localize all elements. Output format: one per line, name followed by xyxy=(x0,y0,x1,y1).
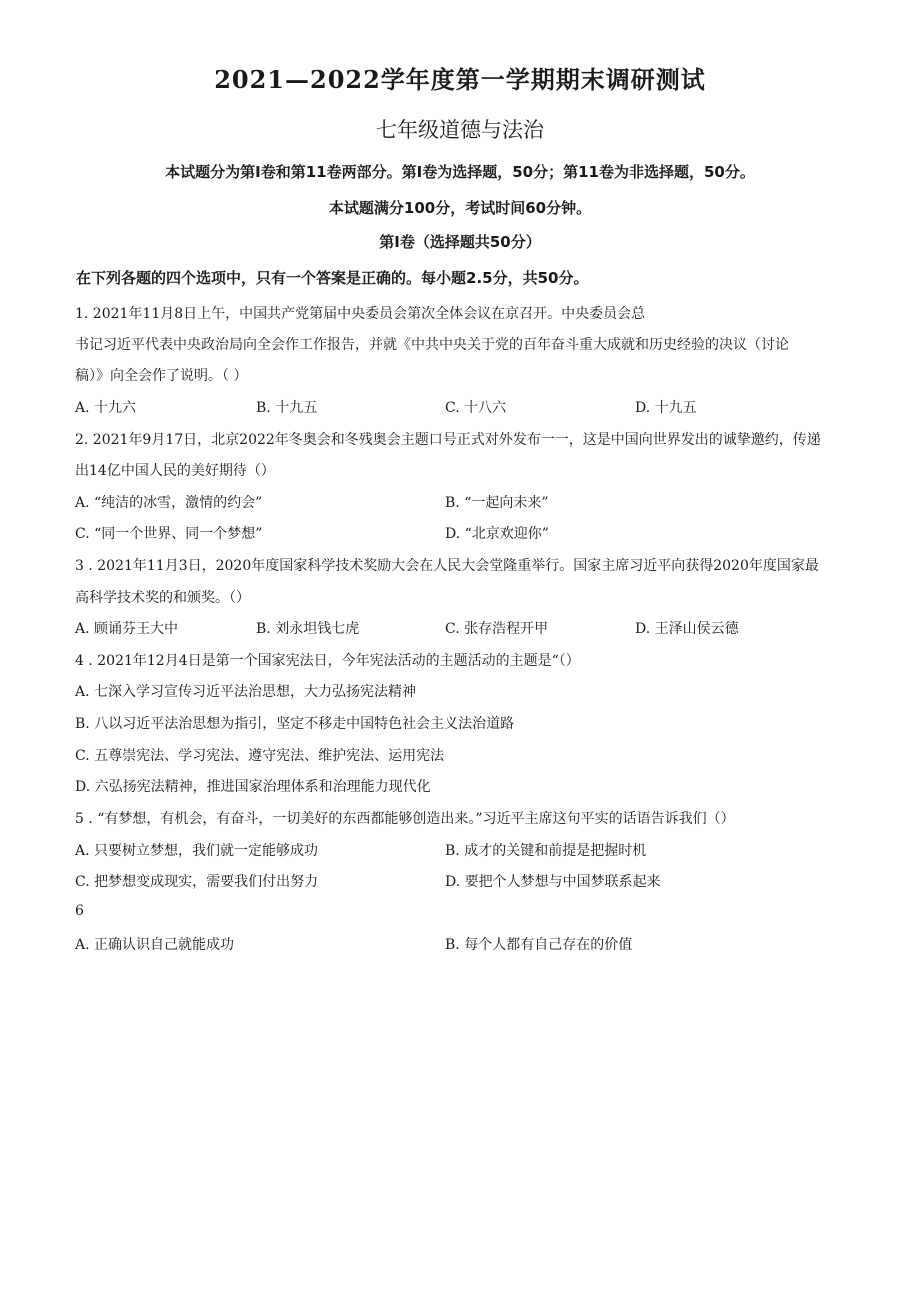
question-1-line-1: 1. 2021年11月8日上午，中国共产党第届中央委员会第次全体会议在京召开。中央委员会总 xyxy=(75,306,646,322)
question-5-option-b: B. 成才的关键和前提是把握时机 xyxy=(445,843,647,859)
question-1-option-b: B. 十九五 xyxy=(256,400,318,416)
question-5-line-1: 5 . “有梦想，有机会，有奋斗，一切美好的东西都能够创造出来。”习近平主席这句平实的话语告诉我们（） xyxy=(75,811,735,827)
question-4-option-d: D. 六弘扬宪法精神，推进国家治理体系和治理能力现代化 xyxy=(75,779,431,795)
question-2-option-c: C. “同一个世界、同一个梦想” xyxy=(75,526,263,542)
question-5-option-a: A. 只要树立梦想，我们就一定能够成功 xyxy=(75,843,319,859)
question-2-option-a: A. “纯洁的冰雪，激情的约会” xyxy=(75,495,263,511)
question-4-option-a: A. 七深入学习宣传习近平法治思想，大力弘扬宪法精神 xyxy=(75,684,417,700)
question-2-option-b: B. “一起向未来” xyxy=(445,495,549,511)
section-heading: 第Ⅰ卷（选择题共50分） xyxy=(379,233,541,251)
question-6-option-b: B. 每个人都有自己存在的价值 xyxy=(445,937,633,953)
exam-subtitle: 七年级道德与法治 xyxy=(376,118,544,142)
question-3-line-2: 高科学技术奖的和颁奖。（） xyxy=(75,590,250,606)
intro-score-time: 本试题满分100分，考试时间60分钟。 xyxy=(328,199,592,217)
question-1-option-c: C. 十八六 xyxy=(445,400,507,416)
question-5-option-d: D. 要把个人梦想与中国梦联系起来 xyxy=(445,874,661,890)
question-4-option-b: B. 八以习近平法治思想为指引，坚定不移走中国特色社会主义法治道路 xyxy=(75,716,515,732)
question-3-option-d: D. 王泽山侯云德 xyxy=(635,621,739,637)
question-2-line-2: 出14亿中国人民的美好期待（） xyxy=(75,463,275,479)
question-1-line-3: 稿）》向全会作了说明。（ ） xyxy=(75,368,248,384)
question-3-option-c: C. 张存浩程开甲 xyxy=(445,621,549,637)
question-1-option-d: D. 十九五 xyxy=(635,400,697,416)
question-2-line-1: 2. 2021年9月17日，北京2022年冬奥会和冬残奥会主题口号正式对外发布一一，这是中国向世界发出的诚挚邀约，传递 xyxy=(75,432,821,448)
question-4-line-1: 4 . 2021年12月4日是第一个国家宪法日，今年宪法活动的主题活动的主题是“（） xyxy=(75,653,580,669)
question-2-option-d: D. “北京欢迎你” xyxy=(445,526,549,542)
question-4-option-c: C. 五尊崇宪法、学习宪法、遵守宪法、维护宪法、运用宪法 xyxy=(75,748,445,764)
question-3-line-1: 3 . 2021年11月3日，2020年度国家科学技术奖励大会在人民大会堂隆重举行。国家主席习近平向获得2020年度国家最 xyxy=(75,558,819,574)
question-1-option-a: A. 十九六 xyxy=(75,400,137,416)
question-3-option-a: A. 顾诵芬王大中 xyxy=(75,621,179,637)
exam-title: 2021—2022学年度第一学期期末调研测试 xyxy=(214,65,706,94)
question-5-option-c: C. 把梦想变成现实，需要我们付出努力 xyxy=(75,874,319,890)
question-3-option-b: B. 刘永坦钱七虎 xyxy=(256,621,360,637)
question-6-line-1: 6 xyxy=(75,903,84,919)
question-1-line-2: 书记习近平代表中央政治局向全会作工作报告，并就《中共中央关于党的百年奋斗重大成就和历史经验的决议（讨论 xyxy=(75,337,789,353)
intro-structure: 本试题分为第Ⅰ卷和第11卷两部分。第Ⅰ卷为选择题，50分；第11卷为非选择题，50分。 xyxy=(165,163,755,181)
question-6-option-a: A. 正确认识自己就能成功 xyxy=(75,937,235,953)
instruction-text: 在下列各题的四个选项中，只有一个答案是正确的。每小题2.5分，共50分。 xyxy=(76,269,589,287)
